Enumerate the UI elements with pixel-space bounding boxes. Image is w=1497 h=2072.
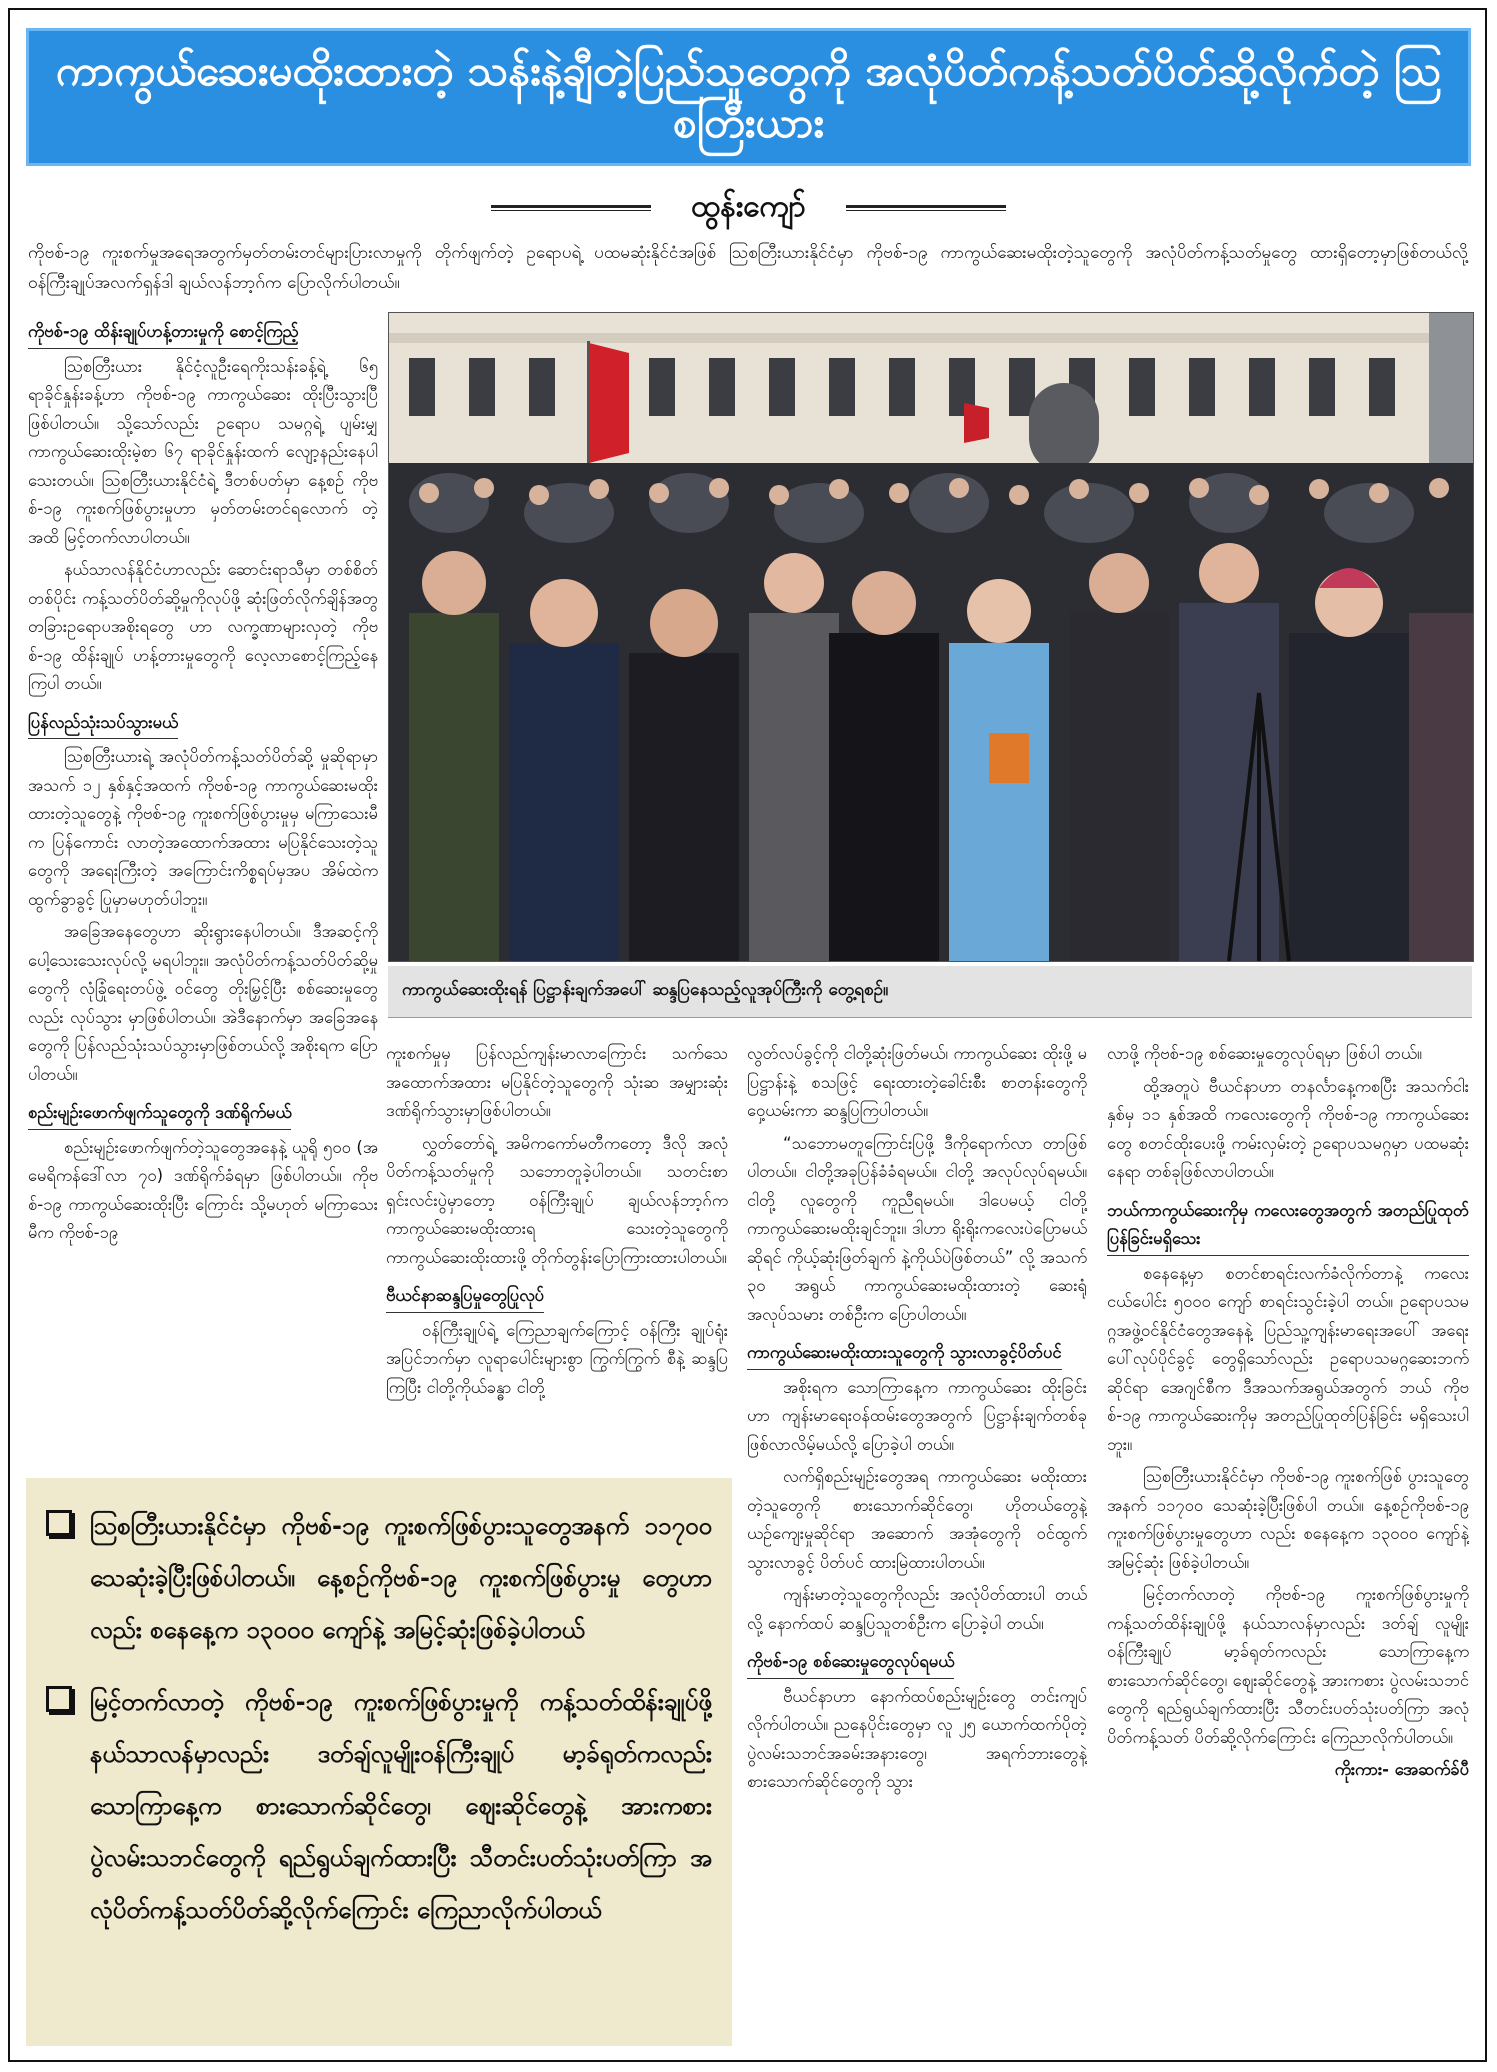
subheading: ကာကွယ်ဆေးမထိုးထားသူတွေကို သွားလာခွင့်ပိတ်ပင် <box>747 1339 1062 1370</box>
subheading: ဗီယင်နာဆန္ဒပြမှုတွေပြုလုပ် <box>386 1282 544 1313</box>
paragraph: ဗီယင်နာဟာ နောက်ထပ်စည်းမျဉ်းတွေ တင်းကျပ်လိုက်ပါတယ်။ ညနေပိုင်းတွေမှာ လူ ၂၅ ယောက်ထက်ပိုတဲ့ ပွဲလမ်းသဘင်အခမ်းအနားတွေ၊ အရက်ဘားတွေနဲ့ စားသောက်ဆိုင်တွေကို သွား <box>747 1686 1087 1791</box>
paragraph: မြင့်တက်လာတဲ့ ကိုဗစ်-၁၉ ကူးစက်ဖြစ်ပွားမှုကို ကန့်သတ်ထိန်းချုပ်ဖို့ နယ်သာလန်မှာလည်း ဒတ်ချ် လူမျိုးဝန်ကြီးချုပ် မာ့ခ်ရုတ်ကလည်း သောကြာနေ့က စားသောက်ဆိုင်တွေ၊ ဈေးဆိုင်တွေနဲ့ အားကစား ပွဲလမ်းသဘင်တွေကို ရည်ရွယ်ချက်ထားပြီး သီတင်းပတ်သုံးပတ်ကြာ အလုံပိတ်ကန့်သတ် ပိတ်ဆို့လိုက်ကြောင်း ကြေညာလိုက်ပါတယ်။ <box>1107 1585 1469 1747</box>
subheading: ကိုဗစ်-၁၉ စစ်ဆေးမှုတွေလုပ်ရမယ် <box>747 1648 954 1679</box>
paragraph: ကူးစက်မှုမှ ပြန်လည်ကျန်းမာလာကြောင်း သက်သေအထောက်အထား မပြနိုင်တဲ့သူတွေကို သုံးဆ အမျှားဆုံးဒဏ်ရိုက်သွားမှာဖြစ်ပါတယ်။ <box>386 1044 728 1120</box>
highlight-box <box>26 1478 732 2046</box>
highlight-text: မြင့်တက်လာတဲ့ ကိုဗစ်-၁၉ ကူးစက်ဖြစ်ပွားမှုကို ကန့်သတ်ထိန်းချုပ်ဖို့ နယ်သာလန်မှာလည်း ဒတ်ချ်လူမျိုးဝန်ကြီးချုပ် မာ့ခ်ရုတ်ကလည်း သောကြာနေ့က စားသောက်ဆိုင်တွေ၊ ဈေးဆိုင်တွေနဲ့ အားကစား ပွဲလမ်းသဘင်တွေကို ရည်ရွယ်ချက်ထားပြီး သီတင်းပတ်သုံးပတ်ကြာ အလုံပိတ်ကန့်သတ်ပိတ်ဆို့လိုက်ကြောင်း ကြေညာလိုက်ပါတယ် <box>90 1688 712 1924</box>
byline-rule-left <box>491 205 651 211</box>
intro-paragraph: ကိုဗစ်-၁၉ ကူးစက်မှုအရေအတွက်မှတ်တမ်းတင်များပြားလာမှုကို တိုက်ဖျက်တဲ့ ဥရောပရဲ့ ပထမဆုံးနိုင်ငံအဖြစ် ဩစတြီးယားနိုင်ငံမှာ ကိုဗစ်-၁၉ ကာကွယ်ဆေးမထိုးတဲ့သူတွေကို အလုံပိတ်ကန့်သတ်မှုတွေ ထားရှိတော့မှာဖြစ်တယ်လို့ ဝန်ကြီးချုပ်အလက်ရှန်ဒါ ချယ်လန်ဘာ့ဂ်က ပြောလိုက်ပါတယ်။ <box>28 243 1468 293</box>
article-column-1 <box>28 312 378 1462</box>
paragraph: ဩစတြီးယားရဲ့ အလုံပိတ်ကန့်သတ်ပိတ်ဆို့ မှုဆိုရာမှာ အသက် ၁၂ နှစ်နှင့်အထက် ကိုဗစ်-၁၉ ကာကွယ်ဆေးမထိုးထားတဲ့သူတွေနဲ့ ကိုဗစ်-၁၉ ကူးစက်ဖြစ်ပွားမှုမှ မကြာသေးမီက ပြန်ကောင်း လာတဲ့အထောက်အထား မပြနိုင်သေးတဲ့သူတွေကို အရေးကြီးတဲ့ အကြောင်းကိစ္စရပ်မှအပ အိမ်ထဲက ထွက်ခွာခွင့် ပြုမှာမဟုတ်ပါဘူး။ <box>28 747 378 909</box>
article-column-2 <box>386 1040 728 1464</box>
paragraph: ထို့အတူပဲ ဗီယင်နာဟာ တနင်္လာနေ့ကစပြီး အသက်ငါးနှစ်မှ ၁၁ နှစ်အထိ ကလေးတွေကို ကိုဗစ်-၁၉ ကာကွယ်ဆေးတွေ စတင်ထိုးပေးဖို့ ကမ်းလှမ်းတဲ့ ဥရောပသမဂ္ဂမှာ ပထမဆုံးနေရာ တစ်ခုဖြစ်လာပါတယ်။ <box>1107 1076 1469 1181</box>
subheading: ကိုဗစ်-၁၉ ထိန်းချုပ်ဟန့်တားမှုကို စောင့်ကြည့် <box>28 318 298 349</box>
headline-banner <box>26 28 1471 166</box>
byline <box>0 186 1497 230</box>
article-column-4 <box>1107 1040 1469 2050</box>
highlight-item <box>46 1500 712 1656</box>
paragraph: လွှတ်တော်ရဲ့ အမိကကော်မတီကတော့ ဒီလို အလုံပိတ်ကန့်သတ်မှုကို သဘောတူခဲ့ပါတယ်။ သတင်းစာရှင်းလင်းပွဲမှာတော့ ဝန်ကြီးချုပ် ချယ်လန်ဘာ့ဂ်က ကာကွယ်ဆေးမထိုးထားရ သေးတဲ့သူတွေကို ကာကွယ်ဆေးထိုးထားဖို့ တိုက်တွန်းပြောကြားထားပါတယ်။ <box>386 1133 728 1267</box>
paragraph: လက်ရှိစည်းမျဉ်းတွေအရ ကာကွယ်ဆေး မထိုးထားတဲ့သူတွေကို စားသောက်ဆိုင်တွေ၊ ဟိုတယ်တွေနဲ့ ယဉ်ကျေးမှုဆိုင်ရာ အဆောက် အအုံတွေကို ဝင်ထွက်သွားလာခွင့် ပိတ်ပင် ထားမြဲထားပါတယ်။ <box>747 1467 1087 1572</box>
subheading: ဘယ်ကာကွယ်ဆေးကိုမှ ကလေးတွေအတွက် အတည်ပြုထုတ်ပြန်ခြင်းမရှိသေး <box>1107 1197 1469 1256</box>
photo-caption: ကာကွယ်ဆေးထိုးရန် ပြဋ္ဌာန်းချက်အပေါ် ဆန္ဒပြနေသည့်လူအုပ်ကြီးကို တွေ့ရစဉ်။ <box>388 966 1472 1018</box>
paragraph: နယ်သာလန်နိုင်ငံဟာလည်း ဆောင်းရာသီမှာ တစ်စိတ်တစ်ပိုင်း ကန့်သတ်ပိတ်ဆို့မှုကိုလုပ်ဖို့ ဆုံးဖြတ်လိုက်ချိန်အတွ တခြားဥရောပအစိုးရတွေ ဟာ လက္ခဏာများလှတဲ့ ကိုဗစ်-၁၉ ထိန်းချုပ် ဟန့်တားမှုတွေကို လေ့လာစောင့်ကြည့်နေကြပါ တယ်။ <box>28 560 378 693</box>
paragraph: လွတ်လပ်ခွင့်ကို ငါတို့ဆုံးဖြတ်မယ်၊ ကာကွယ်ဆေး ထိုးဖို့ မပြဋ္ဌာန်းနဲ့ စသဖြင့် ရေးထားတဲ့ခေါင်းစီး စာတန်းတွေကို ဝှေ့ယမ်းကာ ဆန္ဒပြကြပါတယ်။ <box>747 1044 1087 1120</box>
checkbox-bullet-icon <box>46 1510 72 1536</box>
protest-crowd-image <box>389 313 1473 961</box>
paragraph: အခြေအနေတွေဟာ ဆိုးရွားနေပါတယ်။ ဒီအဆင့်ကို ပေါ့သေးသေးလုပ်လို့ မရပါဘူး။ အလုံပိတ်ကန့်သတ်ပိတ်ဆို့မှုတွေကို လုံခြုံရေးတပ်ဖွဲ့ ဝင်တွေ တိုးမြှင့်ပြီး စစ်ဆေးမှုတွေလည်း လုပ်သွား မှာဖြစ်ပါတယ်။ အဲဒီနောက်မှာ အခြေအနေတွေကို ပြန်လည်သုံးသပ်သွားမှာဖြစ်တယ်လို့ အစိုးရက ပြောပါတယ်။ <box>28 922 378 1084</box>
paragraph: ဩစတြီးယား နိုင်ငံ့လူဦးရေကိုးသန်းခန့်ရဲ့ ၆၅ ရာခိုင်နှုန်းခန့်ဟာ ကိုဗစ်-၁၉ ကာကွယ်ဆေး ထိုးပြီးသွားပြီဖြစ်ပါတယ်။ သို့သော်လည်း ဥရောပ သမဂ္ဂရဲ့ ပျမ်းမျှကာကွယ်ဆေးထိုးမဲ့စာ ၆၇ ရာခိုင်နှုန်းထက် လျော့နည်းနေပါသေးတယ်။ ဩစတြီးယားနိုင်ငံရဲ့ ဒီတစ်ပတ်မှာ နေ့စဉ် ကိုဗစ်-၁၉ ကူးစက်ဖြစ်ပွားမှုဟာ မှတ်တမ်းတင်ရလောက် တဲ့အထိ မြင့်တက်လာပါတယ်။ <box>28 356 378 547</box>
paragraph: စည်းမျဉ်းဖောက်ဖျက်တဲ့သူတွေအနေနဲ့ ယူရို ၅၀၀ (အမေရိကန်ဒေါ်လာ ၇၀) ဒဏ်ရိုက်ခံရမှာ ဖြစ်ပါတယ်။ ကိုဗစ်-၁၉ ကာကွယ်ဆေးထိုးပြီး ကြောင်း သို့မဟုတ် မကြာသေးမီက ကိုဗစ်-၁၉ <box>28 1137 378 1242</box>
source-credit: ကိုးကား- အေဆက်ခ်ပီ <box>1334 1760 1469 1779</box>
paragraph: ဝန်ကြီးချုပ်ရဲ့ ကြေညာချက်ကြောင့် ဝန်ကြီး ချုပ်ရုံးအပြင်ဘက်မှာ လူရာပေါင်းများစွာ ကြွက်ကြွက် စီနဲ့ ဆန္ဒပြကြပြီး ငါတို့ကိုယ်ခန္ဓာ ငါတို့ <box>386 1320 728 1397</box>
checkbox-bullet-icon <box>46 1686 72 1712</box>
author-name: ထွန်းကျော် <box>691 188 806 224</box>
paragraph: လာဖို့ ကိုဗစ်-၁၉ စစ်ဆေးမှုတွေလုပ်ရမှာ ဖြစ်ပါ တယ်။ <box>1107 1044 1422 1063</box>
subheading: စည်းမျဉ်းဖောက်ဖျက်သူတွေကို ဒဏ်ရိုက်မယ် <box>28 1099 291 1130</box>
article-column-3 <box>747 1040 1087 2050</box>
protest-photo <box>388 312 1474 962</box>
paragraph: အစိုးရက သောကြာနေ့က ကာကွယ်ဆေး ထိုးခြင်းဟာ ကျန်းမာရေးဝန်ထမ်းတွေအတွက် ပြဋ္ဌာန်းချက်တစ်ခု ဖြစ်လာလိမ့်မယ်လို့ ပြောခဲ့ပါ တယ်။ <box>747 1377 1087 1454</box>
paragraph: စနေနေ့မှာ စတင်စာရင်းလက်ခံလိုက်တာနဲ့ ကလေးငယ်ပေါင်း ၅၀၀၀ ကျော် စာရင်းသွင်းခဲ့ပါ တယ်။ ဥရောပသမဂ္ဂအဖွဲ့ဝင်နိုင်ငံတွေအနေနဲ့ ပြည်သူ့ကျန်းမာရေးအပေါ် အရေးပေါ်လုပ်ပိုင်ခွင့် တွေရှိသော်လည်း ဥရောပသမဂ္ဂဆေးဘက်ဆိုင်ရာ အေဂျင်စီက ဒီအသက်အရွယ်အတွက် ဘယ် ကိုဗစ်-၁၉ ကာကွယ်ဆေးကိုမှ အတည်ပြုထုတ်ပြန်ခြင်း မရှိသေးပါဘူး။ <box>1107 1263 1469 1454</box>
paragraph: ဩစတြီးယားနိုင်ငံမှာ ကိုဗစ်-၁၉ ကူးစက်ဖြစ် ပွားသူတွေအနက် ၁၁၇၀၀ သေဆုံးခဲ့ပြီးဖြစ်ပါ တယ်။ နေ့စဉ်ကိုဗစ်-၁၉ ကူးစက်ဖြစ်ပွားမှုတွေဟာ လည်း စနေနေ့က ၁၃၀၀၀ ကျော်နဲ့ အမြင့်ဆုံး ဖြစ်ခဲ့ပါတယ်။ <box>1107 1467 1469 1572</box>
paragraph: “သဘောမတူကြောင်းပြဖို့ ဒီကိုရောက်လာ တာဖြစ်ပါတယ်။ ငါတို့အခုပြန်ခံခံရမယ်။ ငါတို့ အလုပ်လုပ်ရမယ်။ ငါတို့ လူတွေကို ကူညီရမယ်။ ဒါပေမယ့် ငါတို့ ကာကွယ်ဆေးမထိုးချင်ဘူး။ ဒါဟာ ရိုးရိုးကလေးပဲပြောမယ်ဆိုရင် ကိုယ့်ဆုံးဖြတ်ချက် နဲ့ကိုယ်ပဲဖြစ်တယ်” လို့ အသက် ၃၀ အရွယ် ကာကွယ်ဆေးမထိုးထားတဲ့ ဆေးရုံအလုပ်သမား တစ်ဦးက ပြောပါတယ်။ <box>747 1133 1087 1324</box>
highlight-item <box>46 1676 712 1936</box>
headline: ကာကွယ်ဆေးမထိုးထားတဲ့ သန်းနဲ့ချီတဲ့ပြည်သူတွေကို အလုံပိတ်ကန့်သတ်ပိတ်ဆို့လိုက်တဲ့ ဩစတြီးယား <box>55 45 1442 147</box>
subheading: ပြန်လည်သုံးသပ်သွားမယ် <box>28 709 178 740</box>
byline-rule-right <box>846 205 1006 211</box>
highlight-text: ဩစတြီးယားနိုင်ငံမှာ ကိုဗစ်-၁၉ ကူးစက်ဖြစ်ပွားသူတွေအနက် ၁၁၇၀၀ သေဆုံးခဲ့ပြီးဖြစ်ပါတယ်။ နေ့စဉ်ကိုဗစ်-၁၉ ကူးစက်ဖြစ်ပွားမှု တွေဟာလည်း စနေနေ့က ၁၃၀၀၀ ကျော်နဲ့ အမြင့်ဆုံးဖြစ်ခဲ့ပါတယ် <box>90 1512 712 1644</box>
paragraph: ကျန်းမာတဲ့သူတွေကိုလည်း အလုံပိတ်ထားပါ တယ်လို့ နောက်ထပ် ဆန္ဒပြသူတစ်ဦးက ပြောခဲ့ပါ တယ်။ <box>747 1585 1087 1633</box>
